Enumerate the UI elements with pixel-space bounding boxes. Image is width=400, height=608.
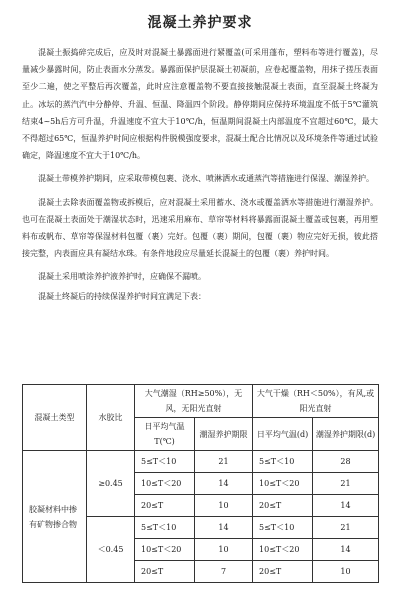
wb-ratio-cell: ＜0.45: [87, 517, 135, 583]
table-cell-days: 10: [313, 561, 379, 583]
header-cure-period-dry: 潮湿养护期限(d): [313, 418, 379, 451]
table-cell-temp: 10≤T＜20: [135, 473, 195, 495]
paragraph-spray: 混凝土采用喷涂养护液养护时，应确保不漏喷。: [38, 272, 206, 282]
table-cell-days: 10: [195, 495, 253, 517]
table-cell-days: 21: [313, 473, 379, 495]
paragraph-formwork: 混凝土带模养护期间，应采取带模包裹、浇水、喷淋洒水或通蒸汽等措施进行保湿、潮湿养护。: [38, 174, 374, 184]
table-cell-days: 10: [195, 539, 253, 561]
table-cell-days: 14: [313, 495, 379, 517]
table-cell-temp: 20≤T: [135, 495, 195, 517]
header-dry-condition: 大气干燥（RH＜50%），有风,或阳光直射: [253, 385, 379, 418]
table-cell-days: 21: [313, 517, 379, 539]
table-cell-days: 28: [313, 451, 379, 473]
table-cell-temp: 20≤T: [135, 561, 195, 583]
table-cell-temp: 20≤T: [253, 561, 313, 583]
table-cell-temp: 10≤T＜20: [253, 539, 313, 561]
paragraph-moist-curing: 混凝土去除表面覆盖物或拆模后，应对混凝土采用蓄水、浇水或覆盖洒水等措施进行潮湿养护。也可在混凝土表面处于潮湿状态时，迅速采用麻布、草帘等材料将暴露面混凝土覆盖或包裹，再用塑料布或帆布、草帘等保湿材料包覆（裹）完好。包覆（裹）期间，包覆（裹）物应完好无损，彼此搭接完整，内表面应具有凝结水珠。有条件地段应尽量延长混凝土的包覆（裹）养护时间。: [22, 197, 378, 259]
table-cell-temp: 5≤T＜10: [135, 451, 195, 473]
paragraph-table-intro: 混凝土终凝后的持续保湿养护时间宜满足下表：: [38, 291, 206, 301]
table-cell-days: 14: [313, 539, 379, 561]
table-cell-temp: 20≤T: [253, 495, 313, 517]
document-title: 混凝土养护要求: [147, 15, 253, 31]
header-cure-period-humid: 潮湿养护期限: [195, 418, 253, 451]
table-cell-days: 14: [195, 517, 253, 539]
curing-time-table: [22, 384, 379, 583]
header-avg-temp-dry: 日平均气温(d): [253, 418, 313, 451]
table-cell-temp: 5≤T＜10: [253, 517, 313, 539]
table-cell-days: 21: [195, 451, 253, 473]
table-cell-temp: 5≤T＜10: [135, 517, 195, 539]
header-concrete-type: 混凝土类型: [23, 385, 87, 451]
table-cell-days: 14: [195, 473, 253, 495]
paragraph-covering: 混凝土振捣碎完成后，应及时对混凝土暴露面进行紧覆盖(可采用蓬布，塑料布等进行覆盖)，尽量减少暴露时间，防止表面水分蒸发。暴露面保护层混凝土初凝前，应卷起覆盖物，用抹子搓压表面至少二遍，使之平整后再次覆盖，此时应注意覆盖物不要直接接触混凝土表面，直至混凝土终凝为止。冰坛的蒸汽汽中分静停、升温、恒温、降温四个阶段。静停期间应保持环境温度不低于5℃灌筑结束4~5h后方可升温，升温速度不宜大于10℃/h，恒温期间混凝土内部温度不宜超过60℃，最大不得超过65℃，恒温养护时间应根据构件脱模强度要求，混凝土配合比情况以及环境条件等通过试验确定，降温速度不宜大于10℃/h。: [22, 48, 378, 161]
header-avg-temp-humid: 日平均气温T(℃): [135, 418, 195, 451]
table-cell-days: 7: [195, 561, 253, 583]
table-cell-temp: 10≤T＜20: [253, 473, 313, 495]
wb-ratio-cell: ≥0.45: [87, 451, 135, 517]
table-cell-temp: 10≤T＜20: [135, 539, 195, 561]
concrete-type-cell: 胶凝材料中掺有矿物掺合物: [23, 451, 87, 583]
table-cell-temp: 5≤T＜10: [253, 451, 313, 473]
header-humid-condition: 大气潮湿（RH≥50%），无风，无阳光直射: [135, 385, 253, 418]
header-water-binder-ratio: 水胶比: [87, 385, 135, 451]
